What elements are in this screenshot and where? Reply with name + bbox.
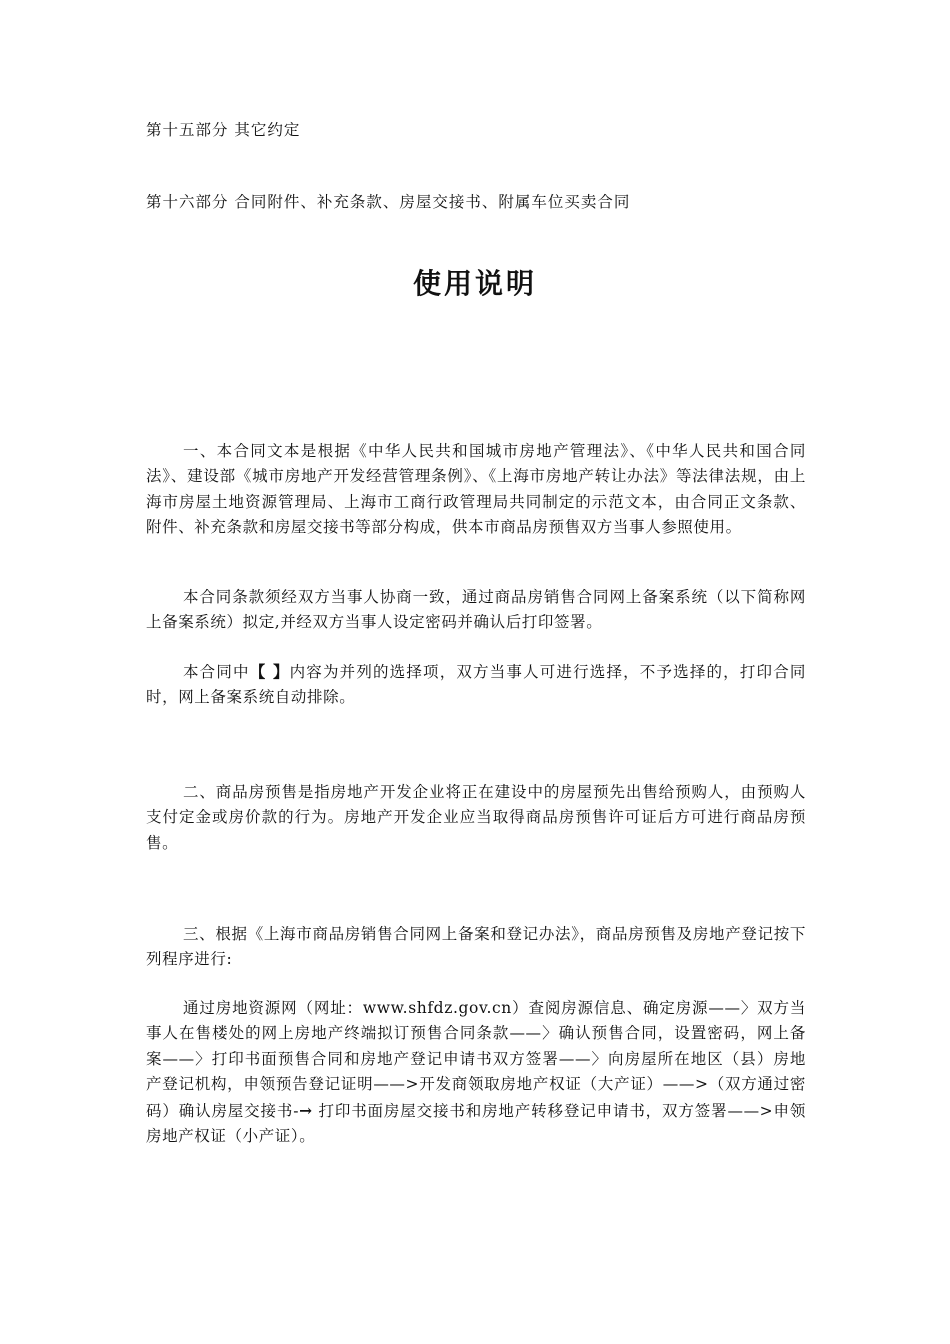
section-heading-part15: 第十五部分 其它约定: [146, 121, 301, 139]
paragraph-4: 二、商品房预售是指房地产开发企业将正在建设中的房屋预先出售给预购人，由预购人支付定金或房价款的行为。房地产开发企业应当取得商品房预售许可证后方可进行商品房预售。: [146, 782, 806, 852]
paragraph-5: 三、根据《上海市商品房销售合同网上备案和登记办法》，商品房预售及房地产登记按下列程序进行:: [146, 924, 806, 968]
paragraph-1: 一、本合同文本是根据《中华人民共和国城市房地产管理法》、《中华人民共和国合同法》、建设部《城市房地产开发经营管理条例》、《上海市房地产转让办法》等法律法规，由上海市房屋土地资源管理局、上海市工商行政管理局共同制定的示范文本，由合同正文条款、附件、补充条款和房屋交接书等部分构成，供本市商品房预售双方当事人参照使用。: [146, 441, 806, 536]
paragraph-3-text-start: 本合同中: [183, 662, 250, 681]
paragraph-2: 本合同条款须经双方当事人协商一致，通过商品房销售合同网上备案系统（以下简称网上备案系统）拟定,并经双方当事人设定密码并确认后打印签署。: [146, 587, 806, 631]
selection-bracket: 【 】: [249, 661, 290, 681]
paragraph-6: [146, 996, 806, 1150]
paragraph-6-text-start: 通过房地资源网（网址：www.shfdz.gov.cn）查阅房源信息、确定房源——〉双方当事人在售楼处的网上房地产终端拟订预售合同条款——〉确认预售合同，设置密码，网上备案——〉打印书面预售合同和房地产登记申请书双方签署——〉向房屋所在地区（县）房地产登记机构，申领预告登记证明——>开发商领取房地产权证（大产证）——>（双方通过密码）确认房屋交接书-: [146, 998, 806, 1120]
arrow-icon: →: [299, 1100, 313, 1120]
paragraph-6-text-end: 打印书面房屋交接书和房地产转移登记申请书，双方签署——>申领房地产权证（小产证）。: [146, 1101, 806, 1145]
section-heading-part16: 第十六部分 合同附件、补充条款、房屋交接书、附属车位买卖合同: [146, 193, 631, 211]
paragraph-3-text-end: 内容为并列的选择项，双方当事人可进行选择，不予选择的，打印合同时，网上备案系统自动排除。: [146, 662, 806, 706]
paragraph-3: [146, 659, 806, 711]
page-title: 使用说明: [412, 267, 537, 300]
